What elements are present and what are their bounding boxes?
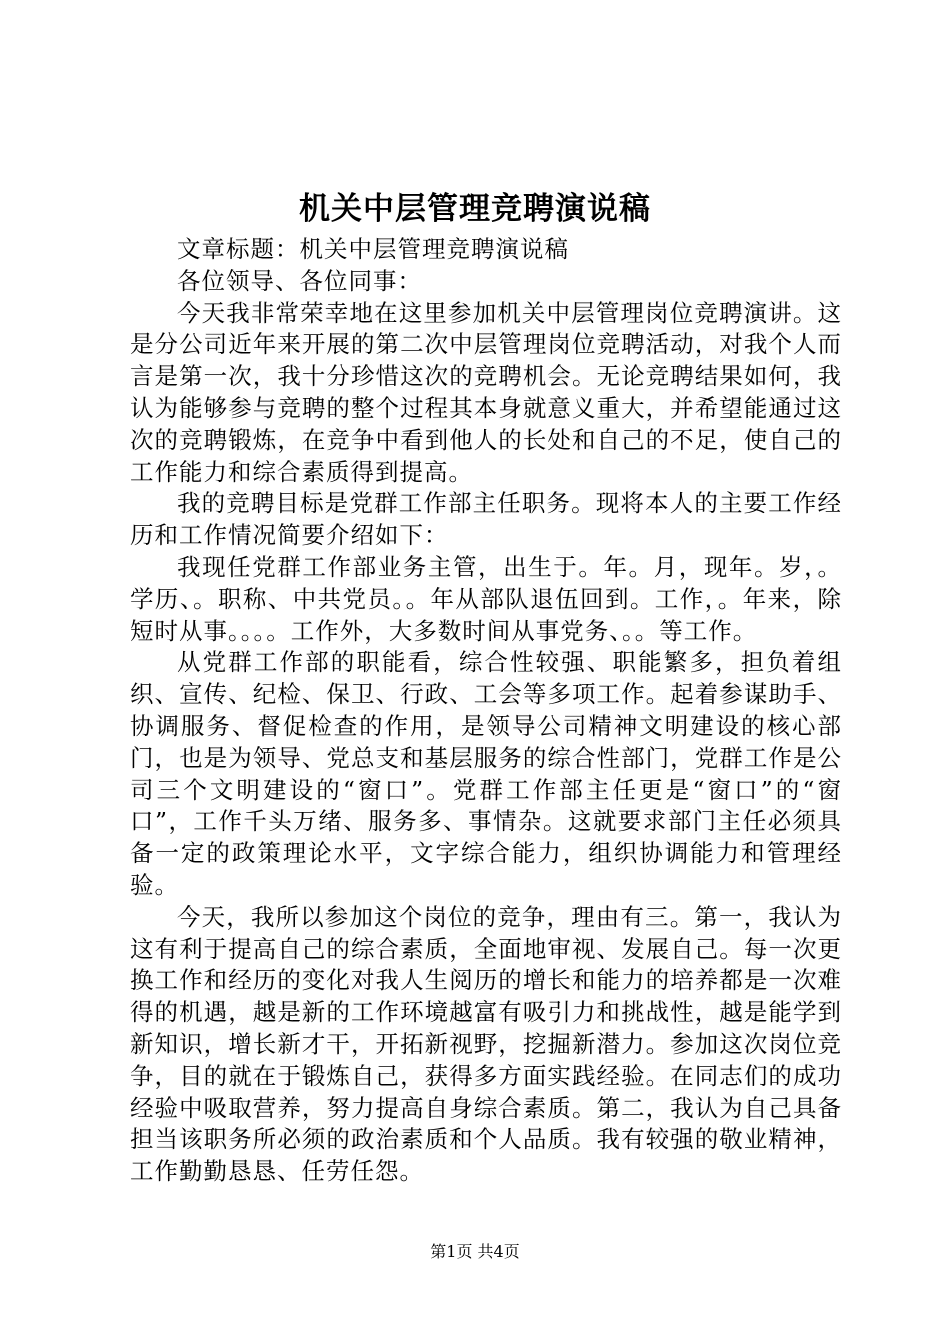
- paragraph-article-title: 文章标题：机关中层管理竞聘演说稿: [177, 235, 569, 263]
- paragraph-reasons: 今天，我所以参加这个岗位的竞争，理由有三。第一，我认为这有利于提高自己的综合素质，全面地审视、发展自己。每一次更换工作和经历的变化对我人生阅历的增长和能力的培养都是一次难得的机遇，越是新的工作环境越富有吸引力和挑战性，越是能学到新知识，增长新才干，开拓新视野，挖掘新潜力。参加这次岗位竞争，目的就在于锻炼自己，获得多方面实践经验。在同志们的成功经验中吸取营养，努力提高自身综合素质。第二，我认为自己具备担当该职务所必须的政治素质和个人品质。我有较强的敬业精神，工作勤勤恳恳、任劳任怨。: [130, 902, 842, 1186]
- paragraph-intro: 今天我非常荣幸地在这里参加机关中层管理岗位竞聘演讲。这是分公司近年来开展的第二次中层管理岗位竞聘活动，对我个人而言是第一次，我十分珍惜这次的竞聘机会。无论竞聘结果如何，我认为能够参与竞聘的整个过程其本身就意义重大，并希望能通过这次的竞聘锻炼，在竞争中看到他人的长处和自己的不足，使自己的工作能力和综合素质得到提高。: [130, 298, 842, 486]
- document-body: [130, 234, 842, 1188]
- paragraph-salutation: 各位领导、各位同事：: [177, 266, 422, 295]
- paragraph-department-functions: 从党群工作部的职能看，综合性较强、职能繁多，担负着组织、宣传、纪检、保卫、行政、工会等多项工作。起着参谋助手、协调服务、督促检查的作用，是领导公司精神文明建设的核心部门，也是为领导、党总支和基层服务的综合性部门，党群工作是公司三个文明建设的“窗口”。党群工作部主任更是“窗口”的“窗口”，工作千头万绪、服务多、事情杂。这就要求部门主任必须具备一定的政策理论水平，文字综合能力，组织协调能力和管理经验。: [130, 648, 842, 899]
- paragraph-goal: 我的竞聘目标是党群工作部主任职务。现将本人的主要工作经历和工作情况简要介绍如下：: [130, 489, 842, 550]
- page-footer: 第1页 共4页: [430, 1242, 520, 1261]
- paragraph-background: 我现任党群工作部业务主管，出生于。年。月，现年。岁，。学历、。职称、中共党员。。年从部队退伍回到。工作，。年来，除短时从事。。。。工作外，大多数时间从事党务、。。等工作。: [130, 552, 842, 645]
- document-title: 机关中层管理竞聘演说稿: [299, 191, 651, 227]
